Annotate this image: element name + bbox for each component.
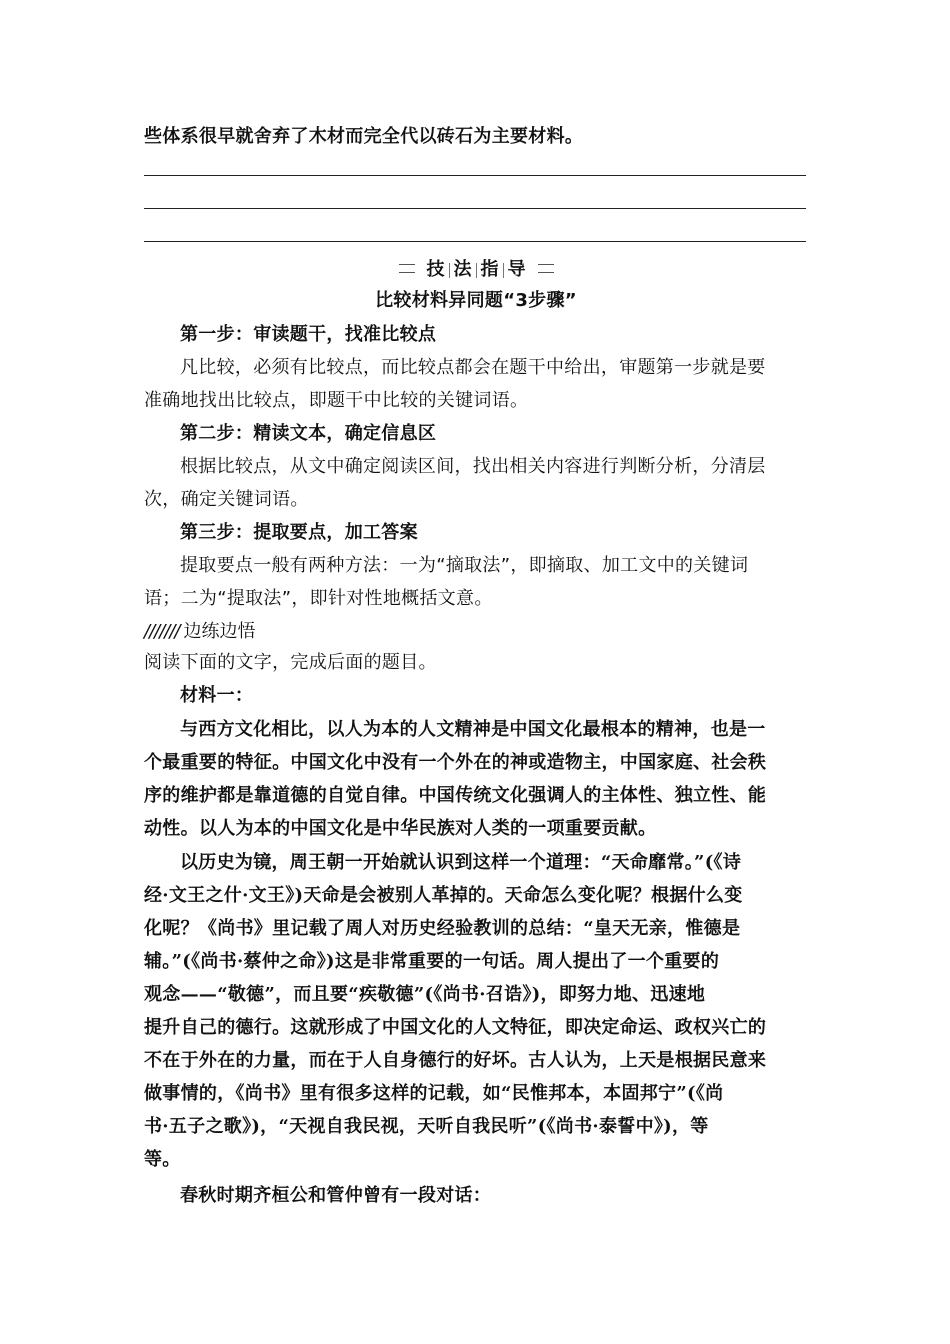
step-3-line: 语；二为“提取法”，即针对性地概括文意。	[144, 588, 493, 609]
method-title: 比较材料异同题“3步骤”	[375, 290, 577, 311]
material-paragraph-line: 个最重要的特征。中国文化中没有一个外在的神或造物主，中国家庭、社会秩	[144, 752, 767, 773]
step-2-title: 第二步：精读文本，确定信息区	[180, 423, 437, 444]
technique-guide-header	[144, 255, 808, 281]
header-char: 法	[453, 259, 472, 280]
material-paragraph-line: 与西方文化相比，以人为本的人文精神是中国文化最根本的精神，也是一	[180, 719, 766, 740]
continued-text-line: 些体系很早就舍弃了木材而完全代以砖石为主要材料。	[144, 126, 584, 147]
material-paragraph-line: 辅。”(《尚书·蔡仲之命》)这是非常重要的一句话。周人提出了一个重要的	[144, 951, 720, 972]
material-paragraph-line: 序的维护都是靠道德的自觉自律。中国传统文化强调人的主体性、独立性、能	[144, 785, 767, 806]
technique-guide-title	[423, 255, 530, 281]
step-2-line: 次，确定关键词语。	[144, 489, 309, 510]
header-char: 指	[480, 259, 499, 280]
material-paragraph-line: 动性。以人为本的中国文化是中华民族对人类的一项重要贡献。	[144, 818, 657, 839]
slash-marker: ///////	[144, 621, 180, 642]
step-1-line: 准确地找出比较点，即题干中比较的关键词语。	[144, 390, 529, 411]
material-paragraph-line: 提升自己的德行。这就形成了中国文化的人文特征，即决定命运、政权兴亡的	[144, 1017, 767, 1038]
step-1-title: 第一步：审读题干，找准比较点	[180, 324, 437, 345]
header-char: 技	[426, 259, 445, 280]
reading-instruction: 阅读下面的文字，完成后面的题目。	[144, 652, 437, 673]
material-paragraph-line: 不在于外在的力量，而在于人自身德行的好坏。古人认为，上天是根据民意来	[144, 1050, 767, 1071]
answer-line-3[interactable]	[144, 241, 806, 242]
answer-line-1[interactable]	[144, 175, 806, 176]
step-3-title: 第三步：提取要点，加工答案	[180, 522, 418, 543]
step-2-line: 根据比较点，从文中确定阅读区间，找出相关内容进行判断分析，分清层	[180, 456, 766, 477]
material-paragraph-line: 化呢？《尚书》里记载了周人对历史经验教训的总结：“皇天无亲，惟德是	[144, 918, 741, 939]
practice-heading	[144, 620, 255, 644]
material-paragraph-line: 以历史为镜，周王朝一开始就认识到这样一个道理：“天命靡常。”(《诗	[180, 852, 742, 873]
material-paragraph-line: 观念——“敬德”，而且要“疾敬德”(《尚书·召诰》)，即努力地、迅速地	[144, 984, 706, 1005]
double-rule-right-icon	[538, 264, 554, 273]
answer-line-2[interactable]	[144, 208, 806, 209]
double-rule-left-icon	[399, 264, 415, 273]
material-paragraph-line: 做事情的，《尚书》里有很多这样的记载，如“民惟邦本，本固邦宁”(《尚	[144, 1083, 724, 1104]
material-one-label: 材料一：	[180, 685, 254, 706]
header-char: 导	[507, 259, 526, 280]
material-paragraph-line: 书·五子之歌》)，“天视自我民视，天听自我民听”(《尚书·泰誓中》)，等	[144, 1116, 709, 1137]
step-1-line: 凡比较，必须有比较点，而比较点都会在题干中给出，审题第一步就是要	[180, 357, 766, 378]
material-paragraph-line: 春秋时期齐桓公和管仲曾有一段对话：	[180, 1185, 492, 1206]
step-3-line: 提取要点一般有两种方法：一为“摘取法”，即摘取、加工文中的关键词	[180, 555, 749, 576]
material-paragraph-line: 等。	[144, 1149, 181, 1170]
practice-label: 边练边悟	[183, 621, 256, 642]
material-paragraph-line: 经·文王之什·文王》)天命是会被别人革掉的。天命怎么变化呢？根据什么变	[144, 885, 743, 906]
